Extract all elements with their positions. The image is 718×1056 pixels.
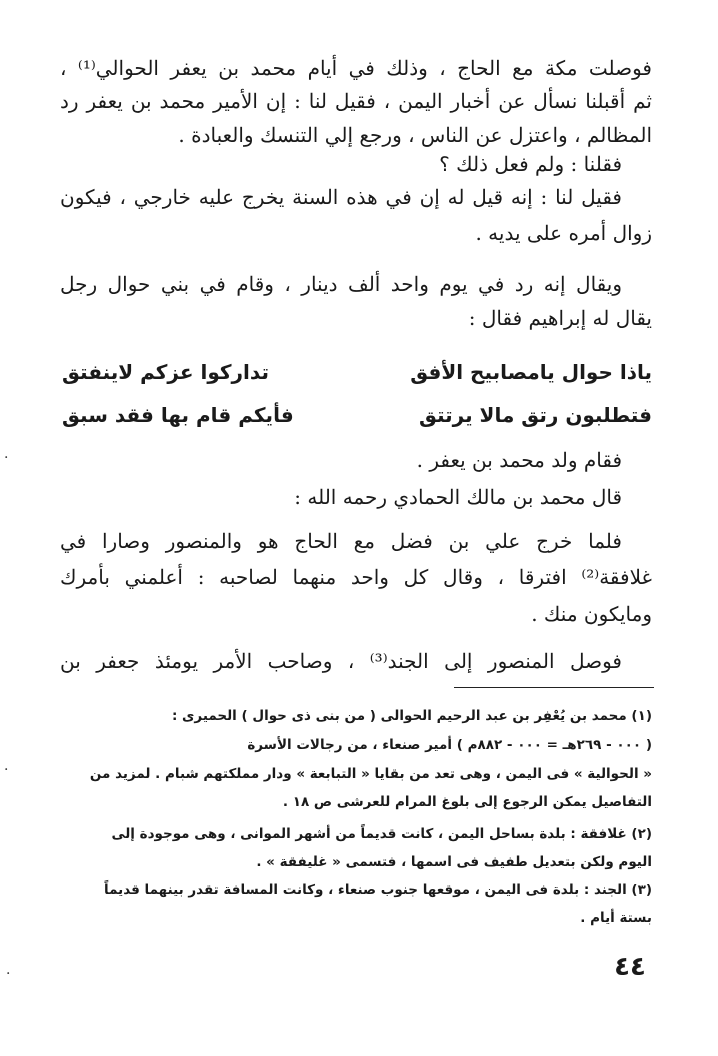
- scan-speck: ·: [6, 966, 11, 982]
- body-line-1: فوصلت مكة مع الحاج ، وذلك في أيام محمد بن يعفر الحوالي⁽¹⁾ ،: [60, 56, 652, 80]
- footnote-3-line-1: (٣) الجند : بلدة فى اليمن ، موقعها جنوب صنعاء ، وكانت المسافة تقدر بينهما قديماً: [104, 882, 652, 898]
- scan-speck: ·: [4, 450, 9, 466]
- verse-2-first-hemistich: فتطلبون رتق مالا يرتتق: [418, 403, 652, 427]
- verse-2-second-hemistich: فأيكم قام بها فقد سبق: [62, 403, 294, 427]
- footnote-1-line-3: « الحوالية » فى اليمن ، وهى تعد من بقايا « التبابعة » ودار مملكتهم شبام . لمزيد من: [89, 766, 652, 782]
- body-line-13: ومايكون منك .: [531, 602, 652, 626]
- footnote-separator: [454, 687, 654, 688]
- page-number: ٤٤: [614, 952, 646, 982]
- footnote-1-line-1: (١) محمد بن يُعْفِر بن عبد الرحيم الحوالى ( من بنى ذى حوال ) الحميرى :: [171, 708, 652, 724]
- verse-1-first-hemistich: ياذا حوال يامصابيح الأفق: [410, 360, 652, 384]
- footnote-2-line-1: (٢) غلافقة : بلدة بساحل اليمن ، كانت قديماً من أشهر الموانى ، وهى موجودة إلى: [111, 826, 652, 842]
- body-line-9: فقام ولد محمد بن يعفر .: [416, 448, 622, 472]
- body-line-6: زوال أمره على يديه .: [475, 221, 652, 245]
- body-line-12: غلافقة⁽²⁾ افترقا ، وقال كل واحد منهما لصاحبه : أعلمني بأمرك: [60, 565, 652, 589]
- body-line-11: فلما خرج علي بن فضل مع الحاج هو والمنصور وصارا في: [60, 529, 622, 553]
- footnote-1-line-4: التفاصيل يمكن الرجوع إلى بلوغ المرام للعرشى ص ١٨ .: [282, 794, 652, 810]
- footnote-1-line-2: ( ٠٠٠ - ٢٦٩هـ = ٠٠٠ - ٨٨٢م ) أمير صنعاء ، من رجالات الأسرة: [247, 737, 652, 753]
- scan-speck: ·: [4, 762, 9, 778]
- body-line-5: فقيل لنا : إنه قيل له إن في هذه السنة يخرج عليه خارجي ، فيكون: [60, 185, 622, 209]
- body-line-3: المظالم ، واعتزل عن الناس ، ورجع إلي التنسك والعبادة .: [178, 123, 652, 147]
- body-line-4: فقلنا : ولم فعل ذلك ؟: [439, 152, 622, 176]
- body-line-14: فوصل المنصور إلى الجند⁽³⁾ ، وصاحب الأمر يومئذ جعفر بن: [60, 649, 622, 673]
- footnote-3-line-2: بستة أيام .: [580, 910, 652, 926]
- body-line-8: يقال له إبراهيم فقال :: [468, 306, 652, 330]
- body-line-7: ويقال إنه رد في يوم واحد ألف دينار ، وقام في بني حوال رجل: [60, 272, 623, 296]
- verse-1-second-hemistich: تداركوا عزكم لاينفتق: [62, 360, 269, 384]
- body-line-2: ثم أقبلنا نسأل عن أخبار اليمن ، فقيل لنا : إن الأمير محمد بن يعفر رد: [60, 89, 652, 113]
- footnote-2-line-2: اليوم ولكن بتعديل طفيف فى اسمها ، فتسمى « غليفقة » .: [256, 854, 652, 870]
- body-line-10: قال محمد بن مالك الحمادي رحمه الله :: [294, 485, 622, 509]
